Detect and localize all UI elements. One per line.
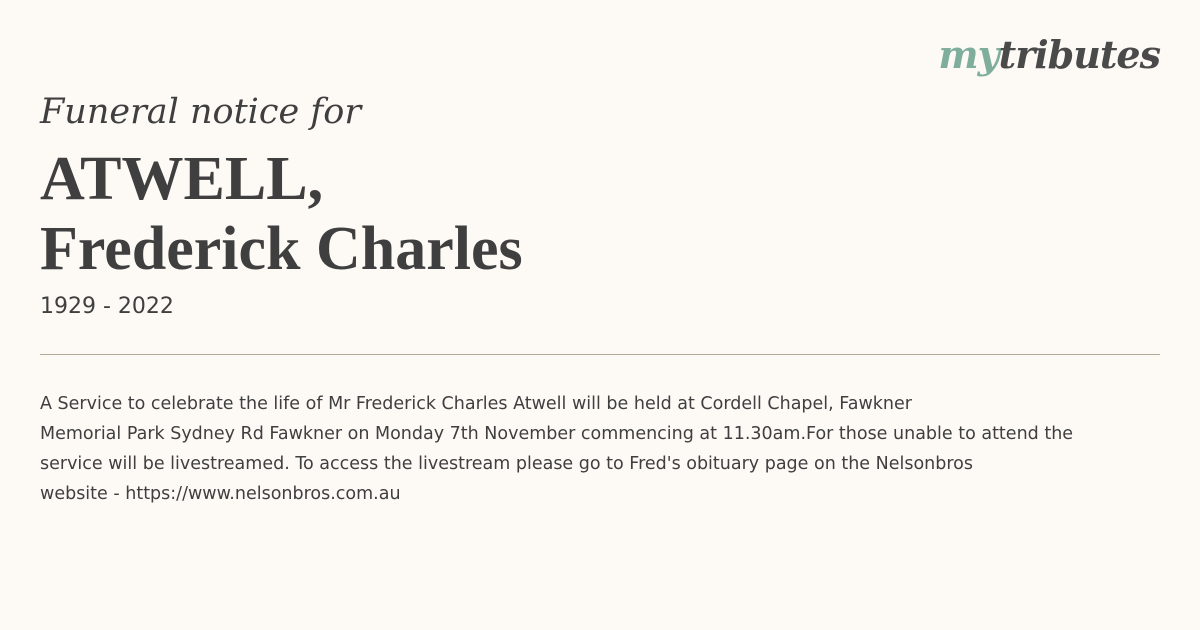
notice-body-line: website - https://www.nelsonbros.com.au: [40, 484, 401, 504]
notice-body-line: Memorial Park Sydney Rd Fawkner on Monday 7th November commencing at 11.30am.For those unable to attend the: [40, 424, 1074, 444]
notice-body: [40, 389, 1190, 509]
deceased-name: [40, 144, 523, 284]
mytributes-logo[interactable]: [938, 32, 1160, 77]
notice-body-line: service will be livestreamed. To access the livestream please go to Fred's obituary page on the Nelsonbros: [40, 454, 974, 474]
notice-body-line: A Service to celebrate the life of Mr Frederick Charles Atwell will be held at Cordell Chapel, Fawkner: [40, 394, 912, 414]
logo-prefix: my: [938, 32, 999, 77]
divider: [40, 354, 1160, 355]
notice-heading: Funeral notice for: [40, 92, 362, 132]
life-years: 1929 - 2022: [40, 294, 174, 319]
logo-suffix: tributes: [998, 32, 1160, 77]
deceased-given-names: Frederick Charles: [40, 215, 523, 283]
deceased-surname: ATWELL,: [40, 145, 324, 213]
